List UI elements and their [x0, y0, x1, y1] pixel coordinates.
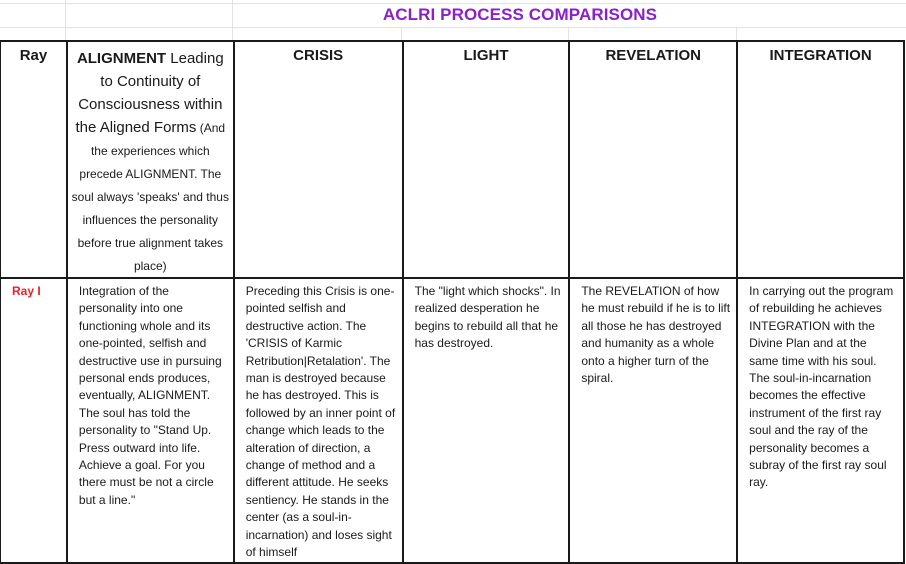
header-alignment[interactable] — [67, 41, 234, 278]
header-alignment-title: ALIGNMENT — [76, 50, 167, 67]
cell-integration[interactable]: In carrying out the program of rebuilding he achieves INTEGRATION with the Divine Plan and at the same time with his soul. The soul-in-incarnation becomes the effective instrument of the first ray soul and the ray of the personality becomes a subray of the first ray soul ray. — [737, 278, 904, 563]
header-light[interactable] — [403, 41, 570, 278]
header-crisis-label: CRISIS — [293, 47, 344, 64]
gridline — [568, 27, 569, 40]
sheet-title: ACLRI PROCESS COMPARISONS — [382, 5, 658, 24]
gridline — [736, 27, 737, 40]
process-comparison-table — [0, 40, 905, 564]
cell-revelation[interactable]: The REVELATION of how he must rebuild if he is to lift all those he has destroyed and humanity as a whole onto a higher turn of the spiral. — [569, 278, 737, 563]
header-alignment-note: (And the experiences which precede ALIGNMENT. The soul always 'speaks' and thus influences the personality before true alignment takes place) — [71, 121, 229, 273]
header-integration-label: INTEGRATION — [769, 47, 872, 64]
header-revelation[interactable] — [569, 41, 737, 278]
header-row — [0, 41, 904, 278]
cell-ray[interactable]: Ray I — [0, 278, 67, 563]
cell-light[interactable]: The "light which shocks". In realized desperation he begins to rebuild all that he has destroyed. — [403, 278, 570, 563]
gridline — [0, 27, 906, 28]
header-integration[interactable] — [737, 41, 904, 278]
header-crisis[interactable] — [234, 41, 403, 278]
header-revelation-label: REVELATION — [605, 47, 702, 64]
cell-alignment[interactable]: Integration of the personality into one functioning whole and its one-pointed, selfish and destructive use in pursuing personal ends produces, eventually, ALIGNMENT. The soul has told the personality to "Stand Up. Press outward into life. Achieve a goal. For you there must be not a circle but a line." — [67, 278, 234, 563]
gridline — [401, 27, 402, 40]
header-alignment-subtitle: Leading to Continuity of Consciousness within the Aligned Forms — [75, 50, 224, 136]
header-light-label: LIGHT — [463, 47, 509, 64]
header-ray-label: Ray — [19, 47, 48, 64]
gridline — [0, 3, 906, 4]
cell-crisis[interactable]: Preceding this Crisis is one-pointed selfish and destructive action. The 'CRISIS of Karmic Retribution|Retalation'. The man is destroyed because he has destroyed. This is followed by an inner point of change which leads to the alteration of direction, a change of method and a different attitude. He seeks sentiency. He stands in the center (as a soul-in-incarnation) and loses sight of himself — [234, 278, 403, 563]
header-ray[interactable] — [0, 41, 67, 278]
